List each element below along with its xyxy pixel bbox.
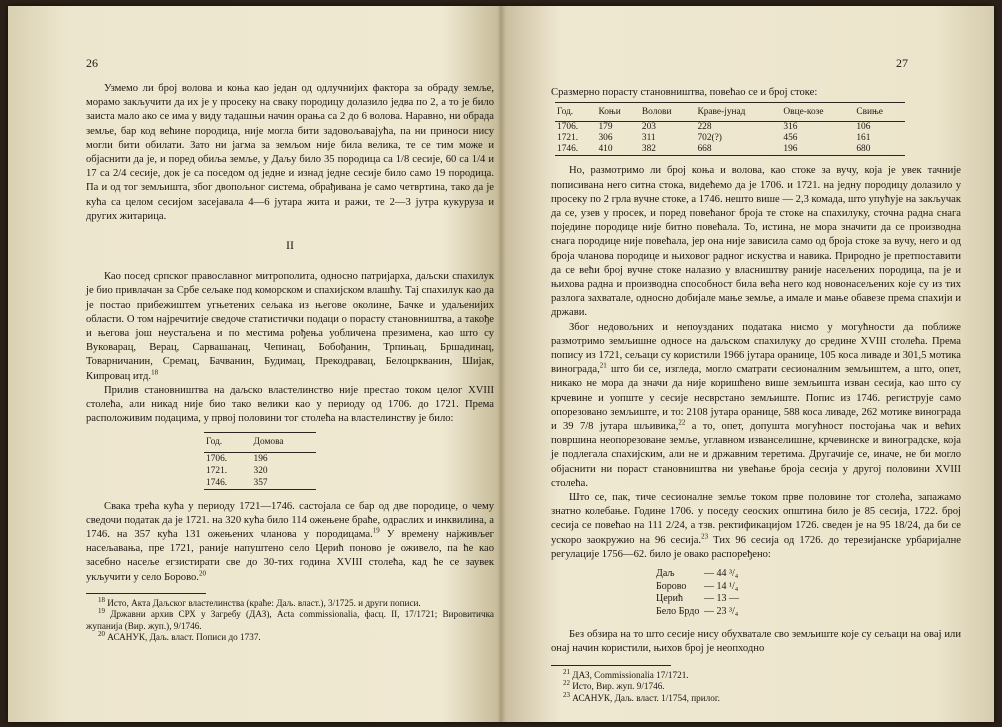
table-row: 1746. 410 382 668 196 680 — [555, 144, 905, 156]
distribution-row: Церић — 13 — — [656, 593, 739, 605]
footnote: $^{21}$ ДАЗ, Commissionalia 17/1721. — [563, 667, 689, 680]
table-header: Краве-јунад — [695, 103, 781, 122]
livestock-table — [555, 102, 905, 156]
footnote: $^{22}$ Исто, Вир. жуп. 9/1746. — [563, 678, 665, 691]
paragraph: Без обзира на то што сесије нису обухватале сво земљиште које су сељаци на овај или онај начин користили, њихов број је неопходно — [551, 629, 961, 655]
footnote-ref: 19 — [372, 526, 380, 535]
table-row: 1721. 306 311 702(?) 456 161 — [557, 133, 871, 144]
table-row: 1746. 357 — [204, 477, 316, 490]
paragraph: Прилив становништва на даљско властелинство није престао током целог XVIII столећа, али никад није био тако велики као у периоду од 1706. до 1721. Према расположивим подацима, у првој половини тог столећа на властелинству је било: — [86, 384, 494, 425]
right-page-body — [551, 86, 961, 704]
table-row: 1706. 179 203 228 316 106 — [557, 122, 871, 133]
paragraph: Узмемо ли број волова и коња као један од одлучнијих фактора за обраду земље, морамо закључити да их је у просеку на сваку породицу долазило једва по 2, а то је било заиста мало ако се има у виду тадашњи начин орања са 2 до 6 волова. Наравно, ни обрада земље, бар код већине породица, није могла бити задовољавајућа, па ни приноси нису могли бити обилати. Зато ни јагма за земљом није била велика, те се тим може и објаснити да је, и поред обиља земље, у Даљу било 35 породица са 1/8 сесије, 60 са 1/4 и 17 са 2/4 сесије, док је са поседом од једне и изнад једне сесије било само 19 породица. Па и од тог земљишта, због двопољног система, обрађивана је само четвртина, тако да је кућа са целом сесијом засејавала 4—6 јутара жита и ражи, те 2—3 јутра кукуруза и других житарица. — [86, 83, 494, 222]
page-number-left: 26 — [86, 56, 98, 70]
paragraph: Свака трећа кућа у периоду 1721—1746. састојала се бар од две породице, о чему сведочи податак да је 1721. на 320 кућа било 114 ожењене браће, одраслих и инквилина, а 1746. на 357 кућа 131 ожењених чланова у породицама.$^{19}$ У времену најживљег насељавања, пре 1721, раније напуштено село Церић поново је оживело, па ће као засебно насеље егзистирати све до 30-тих година XVIII столећа, кад ће се заувек укључити у село Борово.$^{20}$ — [86, 500, 494, 583]
paragraph: Као посед српског православног митрополита, односно патријарха, даљски спахилук је био привлачан за Србе сељаке под коморском и спахијском влашћу. Тај спахилук као да је постао прибежиштем угњетених сељака из његове околине, Бачке и удаљенијих области. О том најречитије сведоче статистички подаци о порасту становништва, а такође и његова још неустаљена и по местима рођења уобличена презимена, као што су Вуковарац, Верац, Сарвашанац, Чепинац, Бобођанин, Трпињац, Бршадинац, Товарничанин, Сремац, Бачванин, Будимац, Прекодравац, Белоцркванин, Шијак, Кипровац итд.$^{18}$ — [86, 271, 494, 382]
page-number-right: 27 — [896, 56, 908, 70]
households-table — [204, 432, 316, 489]
table-header: Свиње — [854, 103, 905, 122]
table-header: Овце-козе — [781, 103, 854, 122]
paragraph: Но, размотримо ли број коња и волова, као стоке за вучу, која је увек тачније пописивана него ситна стока, видећемо да је 1706. и 1721. на једну породицу долазило у просеку по 2 грла вучне стоке, а 1746. нешто више — 2,3 комада, што упућује на закључак да се, узев у просек, и поред повећаног броја те стоке на спахилуку, сточна радна снага појединe породице није битно повећала. То, истина, не мора значити да се производна снага породице није повећала, јер она није зависила само од броја стоке за вучу, него и од броја чланова породице и њиховог радног искуства и навика. Природно је претпоставити да се већи број вучне стоке налазио у власништву раније насељених породица, па је и њихова радна и производна способност била већа него код новонасељених које су из тих разлога захватале, односно добијале мање земље, а имале и мање обавезе према спахији и држави. — [551, 165, 961, 319]
table-header: Волови — [640, 103, 696, 122]
footnote-ref: 22 — [678, 418, 686, 427]
footnote-ref: 20 — [198, 569, 206, 578]
left-page — [8, 6, 501, 722]
paragraph: Што се, пак, тиче сесионалне земље током прве половине тог столећа, запажамо знатно колебање. Године 1706. у поседу сеоских општина било је 85 сесија, 1722. број сесија се повећао на 111 2/24, а тзв. ректификацијом 1726. сведен је на 95 18/24, да би се ускоро заокружио на 96 сесија.$^{23}$ Тих 96 сесија од 1726. до терезијанске урбаријалне регулације 1756—62. било је овако распоређено: — [551, 492, 962, 560]
table-header: Год. — [204, 433, 252, 452]
table-row: 1706. 196 — [206, 453, 268, 464]
left-page-body — [86, 82, 494, 644]
footnote: $^{19}$ Државни архив СРХ у Загребу (ДАЗ), Acta commissionalia, фасц. II, 17/1721; Вировитичка жупанија (Вир. жуп.), 9/1746. — [86, 607, 494, 631]
session-distribution — [656, 568, 961, 618]
paragraph: Због недовољних и непоузданих података нисмо у могућности да поближе размотримо земљишне односе на даљском спахилуку до средине XVIII столећа. Према попису из 1721, сељаци су користили 1966 јутара оранице, 105 коса ливаде и 301,5 мотика винограда,$^{21}$ што би се, изгледа, могло сматрати сесионалним земљиштем, а што, опет, никако не мора да значи да није коришћено више земљишта изван сесија, као што су крчевине и уопште у сесије несврстано земљиште. Попис из 1746. региструје само опорезовано земљиште, и то: 2108 јутара оранице, 588 коса ливаде, 262 мотике винограда и 39 7/8 јутара шљивика,$^{22}$ а то, опет, допушта могућност постојања чак и већих површина неопорезоване земље, углавном изванселишне, крчевинске и виноградске, која је подлегала спахијским, али не и државним теретима. Другачије се, иначе, не би могло објаснити ни пораст становништва ни увећање броја сесија у другој половини XVIII столећа. — [551, 321, 961, 489]
section-heading: II — [286, 238, 294, 253]
footnote: $^{20}$ АСАНУК, Даљ. власт. Пописи до 1737. — [98, 630, 261, 643]
table-header: Домова — [252, 433, 316, 452]
footnote-ref: 18 — [151, 368, 159, 377]
footnote: $^{18}$ Исто, Акта Даљског властелинства (краће: Даљ. власт.), 3/1725. и други пописи. — [98, 595, 421, 608]
table-header: Коњи — [596, 103, 639, 122]
footnote-ref: 21 — [599, 361, 607, 370]
distribution-row: Бело Брдо — 23 ³/₄ — [656, 605, 739, 617]
table-header: Год. — [555, 103, 596, 122]
footnote: $^{23}$ АСАНУК, Даљ. власт. 1/1754, прилог. — [563, 690, 720, 703]
paragraph: Сразмерно порасту становништва, повећао се и број стоке: — [551, 87, 818, 98]
distribution-row: Даљ — 44 ³/₄ — [656, 568, 739, 580]
right-page — [501, 6, 994, 722]
book-spread — [8, 6, 994, 722]
table-row: 1721. 320 — [206, 465, 268, 476]
footnote-ref: 23 — [701, 532, 709, 541]
distribution-row: Борово — 14 ¹/₄ — [656, 580, 739, 592]
